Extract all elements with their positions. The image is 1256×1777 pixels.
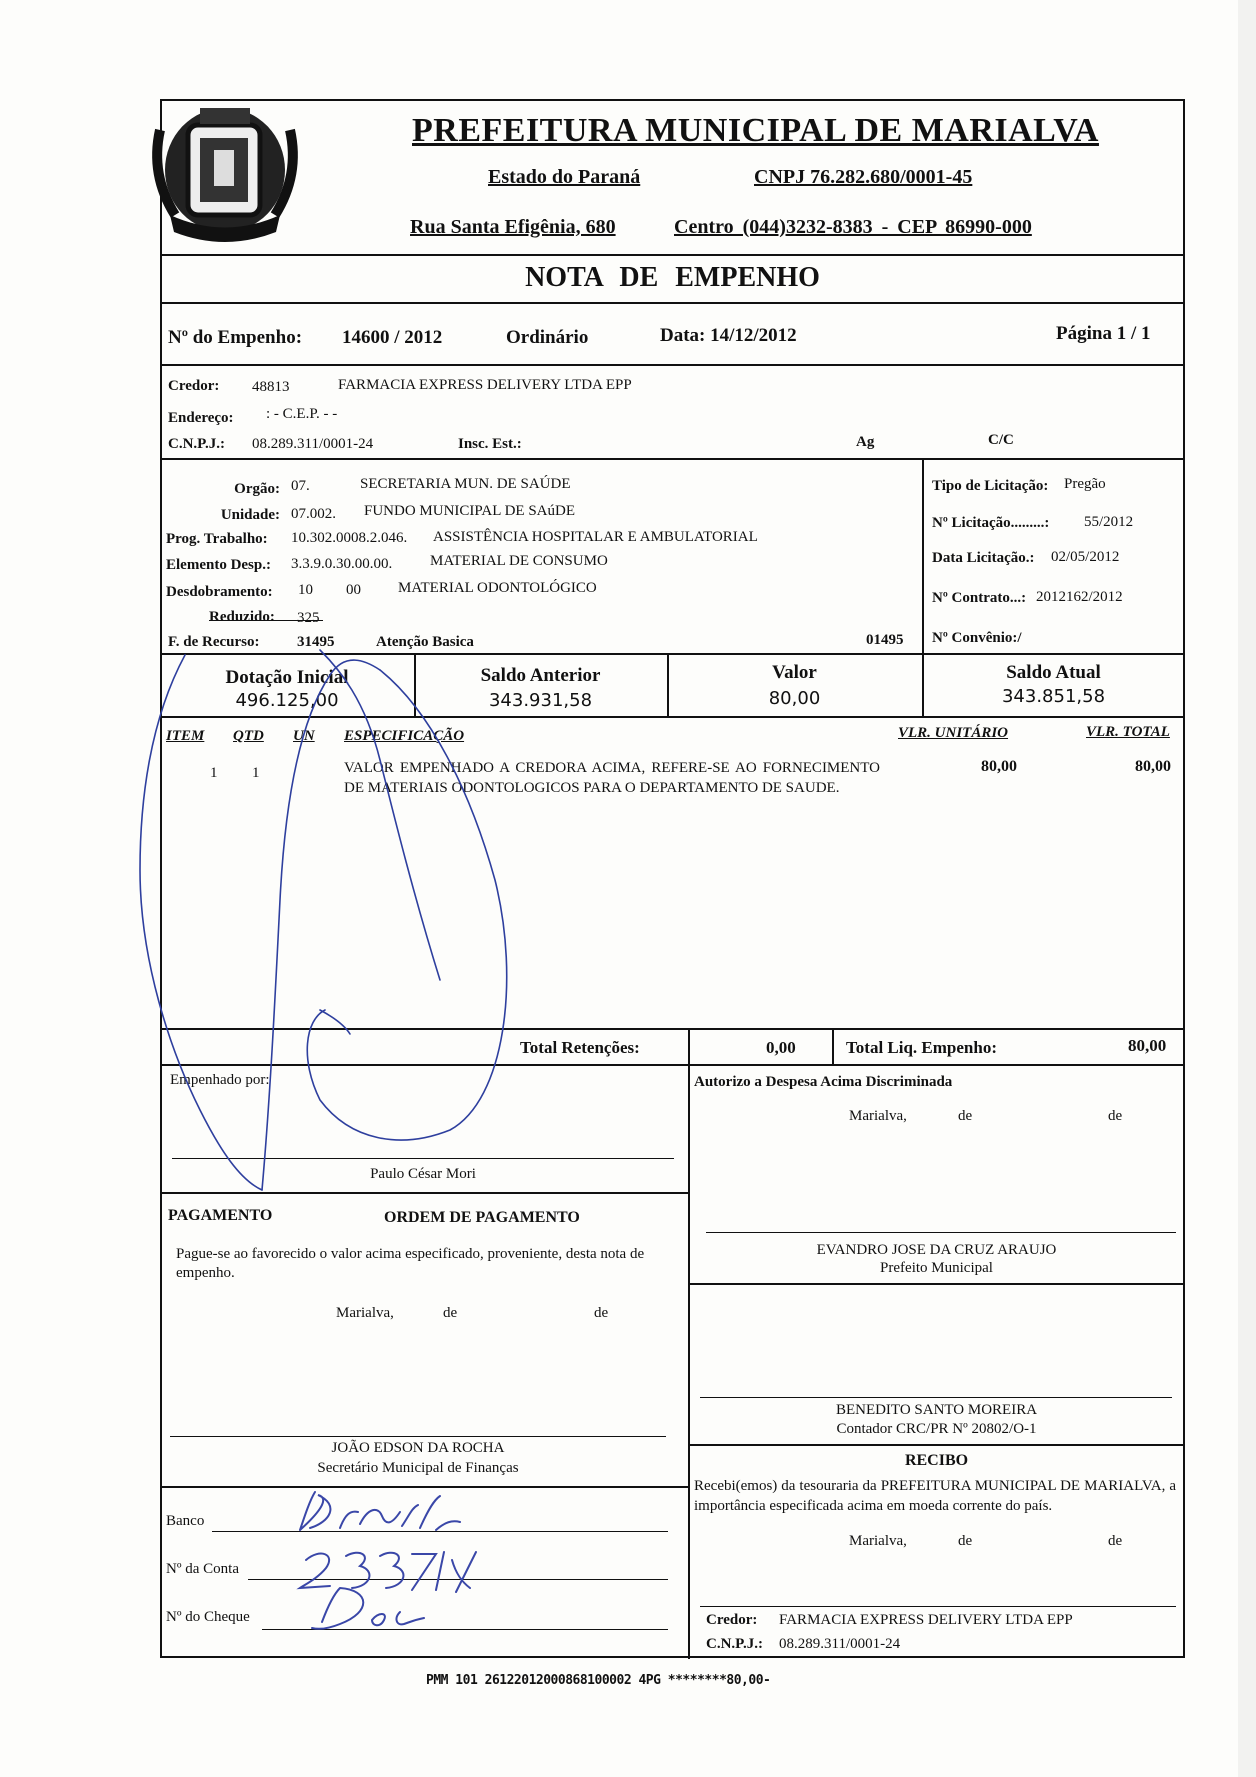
conta-corrente-label: C/C [988,432,1014,448]
autorizo-marialva: Marialva, [849,1108,907,1124]
divider [160,1192,688,1194]
secretario-title: Secretário Municipal de Finanças [317,1460,519,1476]
divider [160,364,1185,366]
divider [688,1028,690,1064]
recibo-credor-name: FARMACIA EXPRESS DELIVERY LTDA EPP [779,1612,1073,1628]
pagamento-de2: de [594,1305,609,1321]
ordem-pagamento-label: ORDEM DE PAGAMENTO [384,1209,580,1226]
autorizo-de2: de [1108,1108,1123,1124]
cnpj-label: C.N.P.J.: [168,436,225,452]
prefeito-name: EVANDRO JOSE DA CRUZ ARAUJO [816,1242,1057,1258]
total-retencoes-label: Total Retenções: [520,1038,640,1057]
saldo-atual-value: 343.851,58 [1001,686,1106,707]
credor-name: FARMACIA EXPRESS DELIVERY LTDA EPP [338,377,632,393]
agencia-label: Ag [856,434,875,450]
autorizo-label: Autorizo a Despesa Acima Discriminada [694,1074,953,1090]
elemento-label: Elemento Desp.: [166,557,271,573]
header-title: PREFEITURA MUNICIPAL DE MARIALVA [412,112,1099,149]
dotacao-value: 496.125,00 [235,690,339,711]
col-un: UN [293,728,315,744]
desdobramento-name: MATERIAL ODONTOLÓGICO [398,580,597,596]
col-vlr-total: VLR. TOTAL [1086,724,1170,740]
saldo-anterior-value: 343.931,58 [488,690,593,711]
recibo-de2: de [1108,1533,1123,1549]
num-licitacao-value: 55/2012 [1084,514,1134,530]
saldo-anterior-label: Saldo Anterior [480,665,601,686]
signature-line [700,1397,1172,1398]
cheque-label: Nº do Cheque [166,1609,250,1625]
header-address: Rua Santa Efigênia, 680 [410,216,616,238]
col-item: ITEM [166,728,205,744]
credor-code: 48813 [252,379,290,395]
desdobramento-code1: 10 [298,582,313,598]
divider [688,1064,690,1659]
banco-line [212,1531,668,1532]
recibo-cnpj-value: 08.289.311/0001-24 [779,1636,901,1652]
unidade-code: 07.002. [291,506,336,522]
orgao-name: SECRETARIA MUN. DE SAÚDE [360,476,571,492]
orgao-code: 07. [291,478,310,494]
divider [160,302,1185,304]
recibo-marialva: Marialva, [849,1533,907,1549]
empenhado-por-label: Empenhado por: [170,1072,270,1088]
tipo-licitacao-label: Tipo de Licitação: [932,478,1049,494]
saldo-atual-label: Saldo Atual [1006,662,1101,683]
endereco-label: Endereço: [168,410,234,426]
empenho-date: Data: 14/12/2012 [660,325,797,346]
recurso-label: F. de Recurso: [168,634,260,650]
recibo-de1: de [958,1533,973,1549]
elemento-name: MATERIAL DE CONSUMO [430,553,608,569]
recurso-name: Atenção Basica [376,634,474,650]
col-vlr-unitario: VLR. UNITÁRIO [898,725,1009,741]
footer-code: PMM 101 26122012000868100002 4PG ********80,00- [426,1673,771,1688]
divider [688,1444,1185,1446]
cnpj-value: 08.289.311/0001-24 [252,436,374,452]
divider [688,1283,1185,1285]
orgao-label: Orgão: [234,481,280,497]
endereco-value: : - C.E.P. - - [266,406,338,422]
row-qtd: 1 [252,765,260,781]
divider [160,1028,1185,1030]
prog-trabalho-label: Prog. Trabalho: [166,531,268,547]
banco-label: Banco [166,1513,205,1529]
divider [160,716,1185,718]
contrato-label: Nº Contrato...: [932,590,1027,606]
strike-line [209,620,323,621]
conta-line [248,1579,668,1580]
cheque-line [262,1629,668,1630]
unidade-name: FUNDO MUNICIPAL DE SAúDE [364,503,575,519]
recibo-credor-label: Credor: [706,1612,758,1628]
valor-value: 80,00 [768,688,821,709]
valor-label: Valor [772,662,817,683]
divider [160,1486,688,1488]
contador-name: BENEDITO SANTO MOREIRA [835,1402,1038,1418]
contrato-value: 2012162/2012 [1036,589,1123,605]
divider [160,653,1185,655]
doc-title: NOTA DE EMPENHO [525,262,820,293]
desdobramento-code2: 00 [346,582,361,598]
header-state: Estado do Paraná [488,166,641,188]
empenho-number-label: Nº do Empenho: [168,327,303,348]
empenho-number: 14600 / 2012 [342,327,443,348]
signature-line [700,1606,1176,1607]
total-liquido-value: 80,00 [1128,1036,1167,1055]
unidade-label: Unidade: [220,507,280,523]
reduzido-label: Reduzido: [209,609,275,625]
elemento-code: 3.3.9.0.30.00.00. [291,556,393,572]
header-cnpj: CNPJ 76.282.680/0001-45 [754,166,973,188]
recurso-number: 01495 [866,632,904,648]
signature-line [170,1436,666,1437]
pagamento-label: PAGAMENTO [168,1207,273,1224]
convenio-label: Nº Convênio:/ [932,630,1022,646]
empenhado-name: Paulo César Mori [370,1166,476,1182]
num-licitacao-label: Nº Licitação.........: [932,515,1050,531]
total-liquido-label: Total Liq. Empenho: [846,1038,997,1057]
conta-label: Nº da Conta [166,1561,239,1577]
signature-line [706,1232,1176,1233]
divider [922,458,924,653]
recurso-code: 31495 [297,634,335,650]
contador-title: Contador CRC/PR Nº 20802/O-1 [836,1421,1037,1437]
header-contact: Centro (044)3232-8383 - CEP 86990-000 [674,216,1032,238]
row-vlr-unitario: 80,00 [981,758,1017,775]
data-licitacao-label: Data Licitação.: [932,550,1035,566]
prog-trabalho-code: 10.302.0008.2.046. [291,530,408,546]
recibo-title: RECIBO [904,1452,969,1469]
total-retencoes-value: 0,00 [766,1038,796,1057]
col-especificacao: ESPECIFICAÇÃO [344,728,465,744]
recibo-cnpj-label: C.N.P.J.: [706,1636,763,1652]
page-number: Página 1 / 1 [1056,323,1151,344]
prog-trabalho-name: ASSISTÊNCIA HOSPITALAR E AMBULATORIAL [433,529,758,545]
divider [160,1064,1185,1066]
divider [160,254,1185,256]
row-especificacao: VALOR EMPENHADO A CREDORA ACIMA, REFERE-SE AO FORNECIMENTO DE MATERIAIS ODONTOLOGICOS PARA O DEPARTAMENTO DE SAUDE. [344,760,880,796]
signature-line [172,1158,674,1159]
col-qtd: QTD [233,728,264,744]
row-item: 1 [210,765,218,781]
pagamento-text: Pague-se ao favorecido o valor acima especificado, proveniente, desta nota de empenho. [176,1246,645,1281]
credor-label: Credor: [168,378,220,394]
divider [160,458,1185,460]
recibo-text: Recebi(emos) da tesouraria da PREFEITURA MUNICIPAL DE MARIALVA, a importância especificada acima em moeda corrente do país. [694,1478,1176,1514]
autorizo-de1: de [958,1108,973,1124]
row-vlr-total: 80,00 [1135,758,1171,775]
dotacao-label: Dotação Inicial [225,667,349,688]
desdobramento-label: Desdobramento: [166,584,273,600]
reduzido-value: 325 [297,610,320,626]
pagamento-de1: de [443,1305,458,1321]
tipo-licitacao-value: Pregão [1064,476,1106,492]
empenho-type: Ordinário [506,327,589,348]
divider [832,1028,834,1064]
pagamento-marialva: Marialva, [336,1305,394,1321]
insc-est-label: Insc. Est.: [458,436,522,452]
secretario-name: JOÃO EDSON DA ROCHA [331,1440,505,1456]
prefeito-title: Prefeito Municipal [880,1260,993,1276]
data-licitacao-value: 02/05/2012 [1051,549,1120,565]
